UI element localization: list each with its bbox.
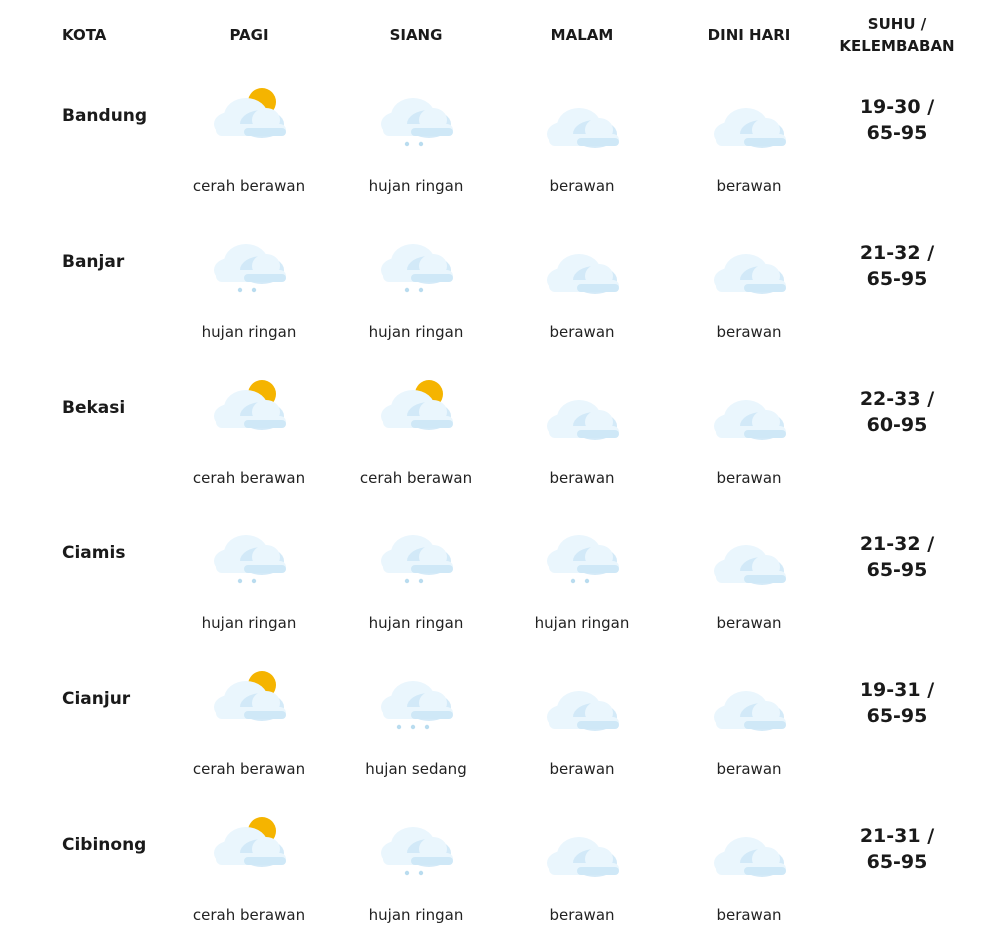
weather-label: berawan [716,905,782,924]
table-row [0,653,1000,799]
header-malam: MALAM [550,26,614,44]
weather-label: berawan [549,468,615,487]
temperature-range: 22-33 / [859,387,935,410]
humidity-range: 65-95 [866,267,928,290]
light-rain-icon [373,517,459,587]
temperature-range: 21-32 / [859,241,935,264]
weather-label: hujan ringan [368,905,464,924]
forecast-cell [666,653,832,798]
forecast-cell [166,653,332,798]
table-header [0,0,1000,70]
cloudy-icon [706,372,792,442]
cloudy-icon [539,809,625,879]
header-pagi: PAGI [229,26,269,44]
partly-cloudy-icon [206,809,292,879]
forecast-cell [166,507,332,652]
forecast-cell [333,507,499,652]
cloudy-icon [706,517,792,587]
humidity-range: 60-95 [866,413,928,436]
forecast-cell [666,70,832,215]
temperature-humidity [822,677,972,729]
header-siang: SIANG [389,26,443,44]
city-name: Cibinong [62,834,147,855]
header-kota: KOTA [62,26,107,44]
partly-cloudy-icon [206,80,292,150]
forecast-cell [499,507,665,652]
cloudy-icon [539,226,625,296]
light-rain-icon [373,80,459,150]
humidity-range: 65-95 [866,705,928,728]
city-name: Ciamis [62,543,126,564]
temperature-humidity [822,240,972,292]
weather-label: berawan [716,468,782,487]
humidity-range: 65-95 [866,559,928,582]
forecast-cell [166,799,332,944]
table-row [0,216,1000,362]
weather-label: hujan ringan [534,614,630,633]
humidity-range: 65-95 [866,122,928,144]
weather-label: hujan ringan [201,614,297,633]
temperature-humidity [822,94,972,146]
partly-cloudy-icon [206,663,292,733]
city-name: Bekasi [62,397,126,418]
forecast-cell [333,70,499,215]
forecast-cell [333,799,499,944]
weather-label: berawan [549,322,615,341]
weather-label: hujan ringan [368,177,464,195]
table-row [0,507,1000,653]
cloudy-icon [539,372,625,442]
weather-label: cerah berawan [192,905,306,924]
temperature-humidity [822,531,972,583]
weather-label: cerah berawan [359,468,473,487]
humidity-range: 65-95 [866,850,928,873]
weather-label: cerah berawan [192,760,306,779]
weather-label: berawan [716,177,782,195]
weather-label: cerah berawan [192,177,306,195]
cloudy-icon [539,663,625,733]
forecast-cell [666,362,832,507]
forecast-cell [166,216,332,361]
cloudy-icon [706,226,792,296]
city-name: Bandung [62,106,148,126]
light-rain-icon [373,809,459,879]
weather-label: hujan sedang [365,760,467,779]
table-row [0,799,1000,945]
weather-label: berawan [549,177,615,195]
cloudy-icon [706,663,792,733]
weather-label: hujan ringan [201,322,297,341]
city-name: Banjar [62,251,125,272]
weather-label: hujan ringan [368,322,464,341]
weather-label: berawan [716,614,782,633]
temperature-range: 19-31 / [859,679,935,702]
partly-cloudy-icon [373,372,459,442]
weather-label: hujan ringan [368,614,464,633]
temperature-range: 19-30 / [859,96,935,118]
forecast-cell [166,70,332,215]
table-row [0,362,1000,508]
partly-cloudy-icon [206,372,292,442]
header-suhu-kelembaban: SUHU / KELEMBABAN [839,15,955,55]
forecast-cell [499,70,665,215]
forecast-cell [666,799,832,944]
weather-label: cerah berawan [192,468,306,487]
forecast-table [0,70,1000,945]
weather-label: berawan [716,760,782,779]
table-row [0,70,1000,216]
light-rain-icon [373,226,459,296]
light-rain-icon [206,517,292,587]
weather-label: berawan [549,760,615,779]
temperature-range: 21-31 / [859,824,935,847]
temperature-range: 21-32 / [859,533,935,556]
forecast-cell [166,362,332,507]
forecast-cell [499,362,665,507]
light-rain-icon [539,517,625,587]
header-dini-hari: DINI HARI [707,26,791,44]
moderate-rain-icon [373,663,459,733]
weather-label: berawan [716,322,782,341]
forecast-cell [333,653,499,798]
temperature-humidity [822,386,972,438]
forecast-cell [333,362,499,507]
light-rain-icon [206,226,292,296]
weather-label: berawan [549,905,615,924]
forecast-cell [666,507,832,652]
temperature-humidity [822,823,972,875]
cloudy-icon [706,80,792,150]
forecast-cell [666,216,832,361]
forecast-cell [499,799,665,944]
forecast-cell [499,216,665,361]
forecast-cell [333,216,499,361]
cloudy-icon [539,80,625,150]
forecast-cell [499,653,665,798]
cloudy-icon [706,809,792,879]
city-name: Cianjur [62,689,131,710]
